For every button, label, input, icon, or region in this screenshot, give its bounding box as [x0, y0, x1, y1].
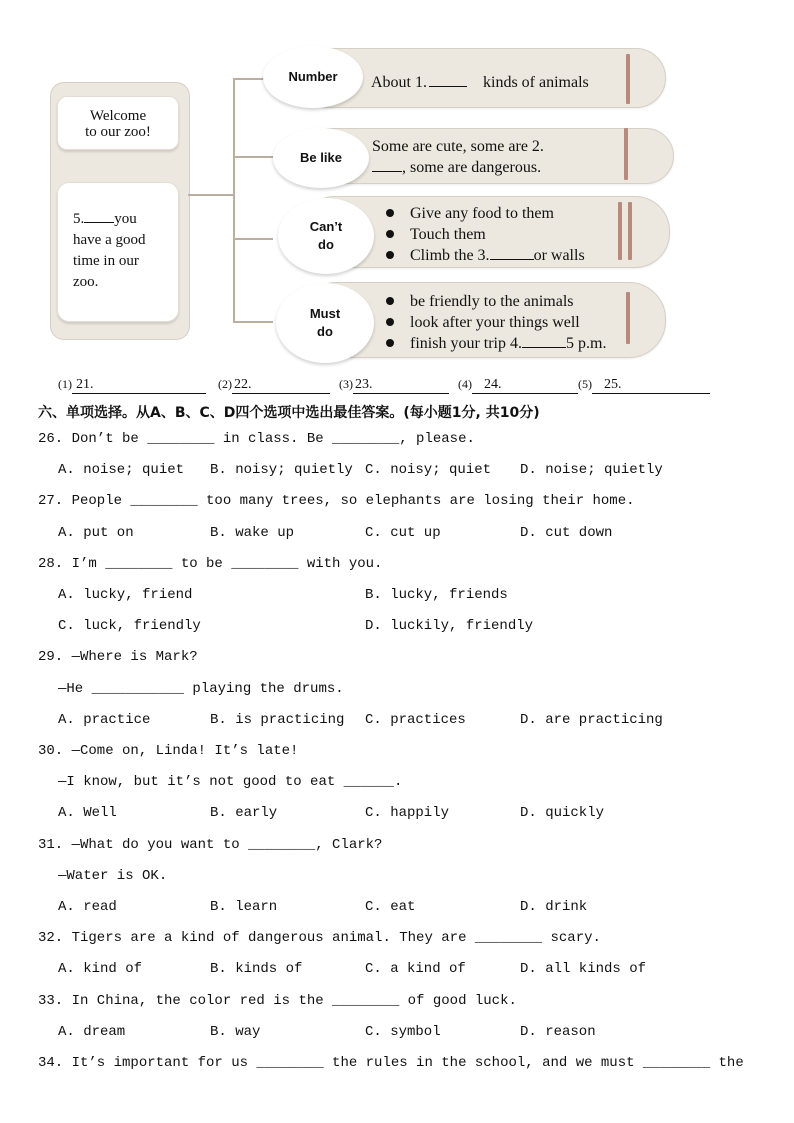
- q30-stem-2: —I know, but it’s not good to eat ______.: [58, 774, 403, 790]
- must-do-item-3-text: finish your trip 4.: [410, 335, 522, 352]
- blank-5: [84, 222, 114, 223]
- label-be-like: Be like: [300, 150, 342, 165]
- q30-option-b[interactable]: B. early: [210, 805, 278, 821]
- enjoy-line-4: zoo.: [73, 274, 99, 290]
- connector-1: [233, 78, 265, 80]
- must-do-list: [384, 291, 606, 354]
- branch-must-do-text: [384, 291, 606, 354]
- q29-stem-2: —He ___________ playing the drums.: [58, 681, 344, 697]
- q29-option-b[interactable]: B. is practicing: [210, 712, 345, 728]
- q27-option-b[interactable]: B. wake up: [210, 525, 295, 541]
- q33-stem: 33. In China, the color red is the ________ of good luck.: [38, 993, 517, 1009]
- connector-4: [233, 321, 273, 323]
- enjoy-box: [57, 182, 179, 322]
- answer-23: [339, 377, 449, 394]
- cant-do-item-3-text: Climb the 3.: [410, 247, 490, 264]
- q28-option-b[interactable]: B. lucky, friends: [365, 587, 508, 603]
- branch-cant-do-text: [384, 203, 585, 266]
- cant-do-item-1: Give any food to them: [384, 203, 585, 224]
- q28-option-a[interactable]: A. lucky, friend: [58, 587, 193, 603]
- answer-25: [578, 377, 710, 394]
- label-do-2: do: [317, 324, 333, 339]
- branch-be-like-text: [372, 136, 544, 178]
- q31-stem-2: —Water is OK.: [58, 868, 168, 884]
- answer-21: [58, 377, 206, 394]
- answer-22: [218, 377, 330, 394]
- cant-do-item-2: Touch them: [384, 224, 585, 245]
- accent-bar-3b: [628, 202, 632, 260]
- must-do-item-3: [384, 333, 606, 354]
- q32-option-c[interactable]: C. a kind of: [365, 961, 466, 977]
- number-text-a: About 1.: [371, 74, 427, 91]
- cant-do-item-3: [384, 245, 585, 266]
- q30-option-a[interactable]: A. Well: [58, 805, 117, 821]
- blank-4: [522, 347, 566, 348]
- must-do-item-1: be friendly to the animals: [384, 291, 606, 312]
- cant-do-list: [384, 203, 585, 266]
- q30-stem: 30. —Come on, Linda! It’s late!: [38, 743, 299, 759]
- label-must: Must: [309, 306, 341, 321]
- oval-must-do: [276, 283, 374, 363]
- welcome-line-1: Welcome: [89, 108, 147, 124]
- q26-option-b[interactable]: B. noisy; quietly: [210, 462, 353, 478]
- answer-22-num: 22.: [234, 377, 252, 392]
- enjoy-line-1: you: [114, 211, 137, 227]
- accent-bar-1: [626, 54, 630, 104]
- q29-stem: 29. —Where is Mark?: [38, 649, 198, 665]
- q33-option-b[interactable]: B. way: [210, 1024, 261, 1040]
- q30-option-c[interactable]: C. happily: [365, 805, 450, 821]
- q28-stem: 28. I’m ________ to be ________ with you.: [38, 556, 383, 572]
- answer-21-label: (1): [58, 377, 72, 391]
- answer-25-label: (5): [578, 377, 592, 391]
- be-like-line-1: Some are cute, some are 2.: [372, 138, 544, 155]
- q33-option-d[interactable]: D. reason: [520, 1024, 596, 1040]
- oval-number: [263, 46, 363, 108]
- must-do-item-3-tail: 5 p.m.: [566, 335, 607, 352]
- answer-24: [458, 377, 578, 394]
- q31-option-a[interactable]: A. read: [58, 899, 117, 915]
- label-do: do: [318, 237, 334, 252]
- q31-option-d[interactable]: D. drink: [520, 899, 588, 915]
- oval-be-like: [273, 128, 369, 188]
- number-text-b: kinds of animals: [483, 74, 589, 91]
- answer-21-num: 21.: [76, 377, 94, 392]
- q28-option-d[interactable]: D. luckily, friendly: [365, 618, 534, 634]
- accent-bar-2: [624, 128, 628, 180]
- q27-option-d[interactable]: D. cut down: [520, 525, 613, 541]
- cant-do-item-3-tail: or walls: [533, 247, 585, 264]
- q27-stem: 27. People ________ too many trees, so elephants are losing their home.: [38, 493, 635, 509]
- answer-23-line[interactable]: [353, 377, 449, 394]
- q31-option-c[interactable]: C. eat: [365, 899, 416, 915]
- section-title: 六、单项选择。从A、B、C、D四个选项中选出最佳答案。(每小题1分, 共10分): [38, 405, 540, 421]
- q31-option-b[interactable]: B. learn: [210, 899, 278, 915]
- blank-5-label: 5.: [73, 211, 85, 227]
- label-cant: Can’t: [309, 219, 343, 234]
- answer-row: [58, 377, 708, 397]
- q26-stem: 26. Don’t be ________ in class. Be ________, please.: [38, 431, 475, 447]
- answer-21-line[interactable]: [72, 377, 206, 394]
- blank-2: [372, 171, 402, 172]
- be-like-line-2: , some are dangerous.: [402, 159, 542, 176]
- answer-25-num: 25.: [604, 377, 622, 392]
- q27-option-a[interactable]: A. put on: [58, 525, 134, 541]
- enjoy-line-3: time in our: [73, 253, 139, 269]
- welcome-box: [57, 96, 179, 150]
- answer-22-line[interactable]: [232, 377, 330, 394]
- q33-option-a[interactable]: A. dream: [58, 1024, 126, 1040]
- q29-option-d[interactable]: D. are practicing: [520, 712, 663, 728]
- q26-option-d[interactable]: D. noise; quietly: [520, 462, 663, 478]
- accent-bar-4: [626, 292, 630, 344]
- q30-option-d[interactable]: D. quickly: [520, 805, 605, 821]
- welcome-line-2: to our zoo!: [85, 124, 151, 140]
- answer-23-num: 23.: [355, 377, 373, 392]
- answer-24-line[interactable]: [472, 377, 578, 394]
- zoo-mind-map: [0, 0, 794, 370]
- q32-option-d[interactable]: D. all kinds of: [520, 961, 647, 977]
- answer-24-num: 24.: [484, 377, 502, 392]
- blank-3: [490, 259, 534, 260]
- answer-23-label: (3): [339, 377, 353, 391]
- accent-bar-3a: [618, 202, 622, 260]
- oval-cant-do: [278, 198, 374, 274]
- enjoy-line-2: have a good: [73, 232, 146, 248]
- must-do-item-2: look after your things well: [384, 312, 606, 333]
- answer-24-label: (4): [458, 377, 472, 391]
- connector-2: [233, 156, 273, 158]
- q29-option-a[interactable]: A. practice: [58, 712, 151, 728]
- q32-option-a[interactable]: A. kind of: [58, 961, 143, 977]
- blank-1: [429, 86, 467, 87]
- label-number: Number: [288, 69, 338, 84]
- q32-stem: 32. Tigers are a kind of dangerous animal. They are ________ scary.: [38, 930, 601, 946]
- q32-option-b[interactable]: B. kinds of: [210, 961, 303, 977]
- q28-option-c[interactable]: C. luck, friendly: [58, 618, 201, 634]
- q26-option-c[interactable]: C. noisy; quiet: [365, 462, 492, 478]
- branch-number-text: [371, 72, 589, 93]
- q33-option-c[interactable]: C. symbol: [365, 1024, 441, 1040]
- connector-vertical: [233, 78, 235, 322]
- q26-option-a[interactable]: A. noise; quiet: [58, 462, 185, 478]
- connector-3: [233, 238, 273, 240]
- q31-stem: 31. —What do you want to ________, Clark?: [38, 837, 383, 853]
- answer-25-line[interactable]: [592, 377, 710, 394]
- q29-option-c[interactable]: C. practices: [365, 712, 466, 728]
- q27-option-c[interactable]: C. cut up: [365, 525, 441, 541]
- answer-22-label: (2): [218, 377, 232, 391]
- connector-main: [188, 194, 234, 196]
- q34-stem: 34. It’s important for us ________ the rules in the school, and we must ________ the: [38, 1055, 744, 1071]
